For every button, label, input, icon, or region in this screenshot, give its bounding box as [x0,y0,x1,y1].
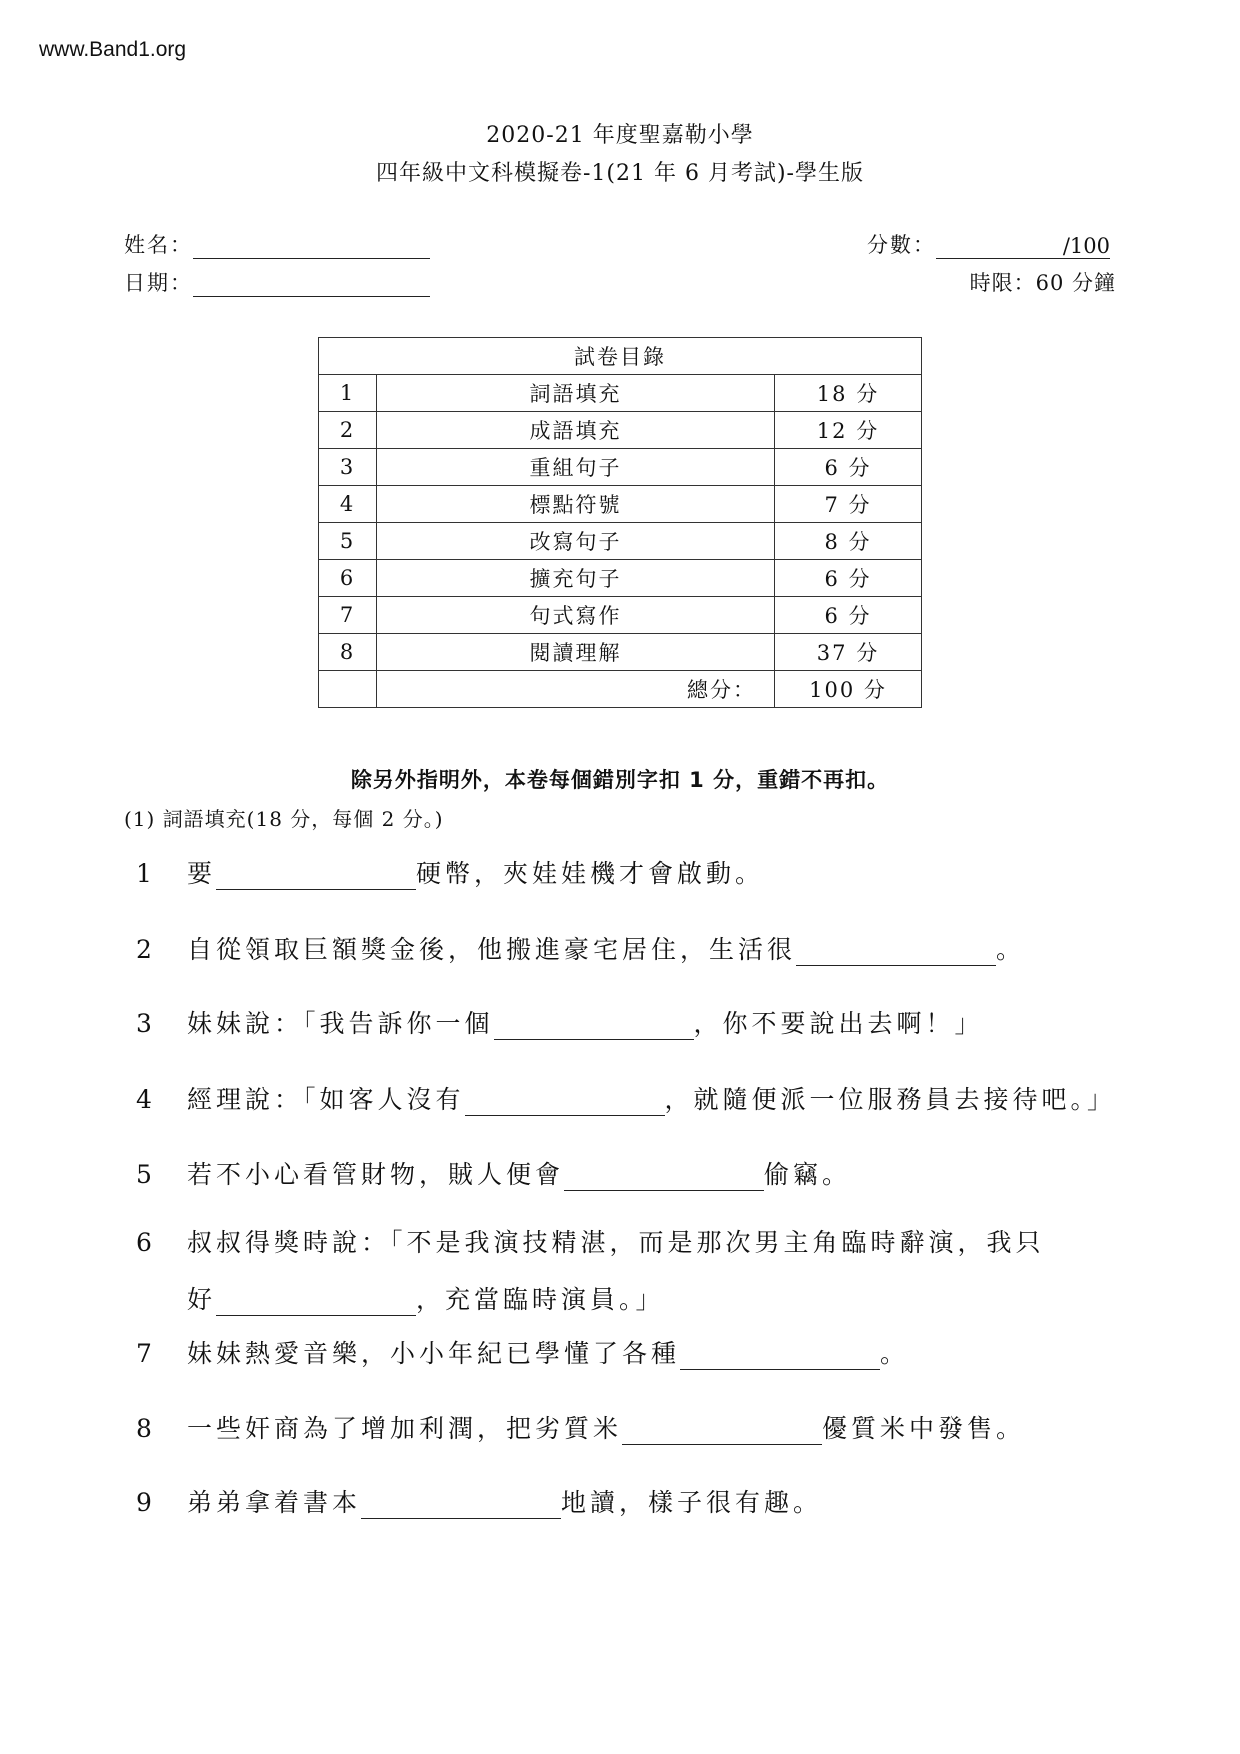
toc-number: 2 [319,412,377,449]
site-watermark: www.Band1.org [39,38,187,61]
question-text-end: ，你不要說出去啊！」 [693,1009,984,1038]
toc-section: 標點符號 [377,486,775,523]
question-item [136,1080,1116,1116]
toc-row [319,560,922,597]
toc-row [319,523,922,560]
question-text-end: ，就隨便派一位服務員去接待吧。」 [664,1085,1117,1114]
toc-number: 4 [319,486,377,523]
toc-number: 6 [319,560,377,597]
toc-total-label: 總分： [377,671,775,708]
time-limit: 時限：60 分鐘 [969,271,1116,295]
toc-number: 7 [319,597,377,634]
question-item [136,1223,1045,1259]
question-text: 叔叔得獎時說：「不是我演技精湛，而是那次男主角臨時辭演，我只 [187,1228,1045,1257]
question-number: 5 [136,1160,156,1189]
question-text-end: 硬幣，夾娃娃機才會啟動。 [416,859,765,888]
toc-total: 100 分 [775,671,922,708]
question-item [136,1483,822,1519]
answer-blank[interactable] [796,937,996,966]
answer-blank[interactable] [622,1416,822,1445]
toc-section: 詞語填充 [377,375,775,412]
toc-row [319,412,922,449]
toc-marks: 18 分 [775,375,922,412]
toc-marks: 8 分 [775,523,922,560]
question-item [136,930,1025,966]
question-text: 好 [187,1285,217,1314]
school-title: 2020-21 年度聖嘉勒小學 [486,123,754,148]
section-heading: (1) 詞語填充(18 分，每個 2 分。) [124,807,444,831]
toc-marks: 12 分 [775,412,922,449]
toc-number: 5 [319,523,377,560]
question-number: 7 [136,1339,156,1368]
question-text-end: 優質米中發售。 [822,1414,1026,1443]
question-text: 妹妹說：「我告訴你一個 [187,1009,494,1038]
toc-section: 改寫句子 [377,523,775,560]
name-field[interactable] [124,229,430,259]
question-number: 2 [136,935,156,964]
toc-header: 試卷目錄 [319,338,922,375]
question-text-end: 偷竊。 [764,1160,852,1189]
question-text: 妹妹熱愛音樂，小小年紀已學懂了各種 [187,1339,681,1368]
question-item [136,1334,909,1370]
question-text: 若不小心看管財物，賊人便會 [187,1160,565,1189]
name-line[interactable] [193,234,430,259]
question-text-end: 。 [880,1339,910,1368]
toc-section: 成語填充 [377,412,775,449]
toc-number: 8 [319,634,377,671]
question-number: 3 [136,1009,156,1038]
toc-section: 閱讀理解 [377,634,775,671]
score-label: 分數： [867,233,936,257]
date-label: 日期： [124,271,193,295]
toc-number: 3 [319,449,377,486]
answer-blank[interactable] [361,1490,561,1519]
toc-section: 擴充句子 [377,560,775,597]
question-item-cont [136,1280,665,1316]
toc-row [319,375,922,412]
question-number: 8 [136,1414,156,1443]
toc-empty-cell [319,671,377,708]
toc-table [318,337,922,708]
toc-section: 句式寫作 [377,597,775,634]
toc-marks: 6 分 [775,560,922,597]
question-text: 經理說：「如客人沒有 [187,1085,465,1114]
question-item [136,1409,1025,1445]
toc-row [319,634,922,671]
question-text: 弟弟拿着書本 [187,1488,362,1517]
instruction-note: 除另外指明外，本卷每個錯別字扣 1 分，重錯不再扣。 [350,768,890,792]
toc-section: 重組句子 [377,449,775,486]
question-text: 一些奸商為了增加利潤，把劣質米 [187,1414,623,1443]
question-number: 6 [136,1228,156,1257]
toc-marks: 7 分 [775,486,922,523]
question-text: 自從領取巨額獎金後，他搬進豪宅居住，生活很 [187,935,797,964]
score-total: /100 [936,234,1110,259]
question-number: 4 [136,1085,156,1114]
answer-blank[interactable] [216,861,416,890]
toc-number: 1 [319,375,377,412]
question-text-end: 地讀，樣子很有趣。 [561,1488,823,1517]
toc-marks: 37 分 [775,634,922,671]
answer-blank[interactable] [216,1287,416,1316]
question-number: 9 [136,1488,156,1517]
toc-row [319,449,922,486]
question-item [136,1155,851,1191]
answer-blank[interactable] [564,1162,764,1191]
toc-marks: 6 分 [775,597,922,634]
answer-blank[interactable] [680,1341,880,1370]
answer-blank[interactable] [465,1087,665,1116]
toc-row [319,597,922,634]
question-item [136,1004,984,1040]
date-field[interactable] [124,267,430,297]
toc-row [319,486,922,523]
toc-marks: 6 分 [775,449,922,486]
question-text-end: ，充當臨時演員。」 [416,1285,665,1314]
question-text-end: 。 [996,935,1026,964]
date-line[interactable] [193,272,430,297]
answer-blank[interactable] [494,1011,694,1040]
question-text: 要 [187,859,217,888]
name-label: 姓名： [124,233,193,257]
question-item [136,854,764,890]
score-field[interactable] [867,229,1110,259]
paper-title: 四年級中文科模擬卷-1(21 年 6 月考試)-學生版 [375,161,864,186]
question-number: 1 [136,859,156,888]
